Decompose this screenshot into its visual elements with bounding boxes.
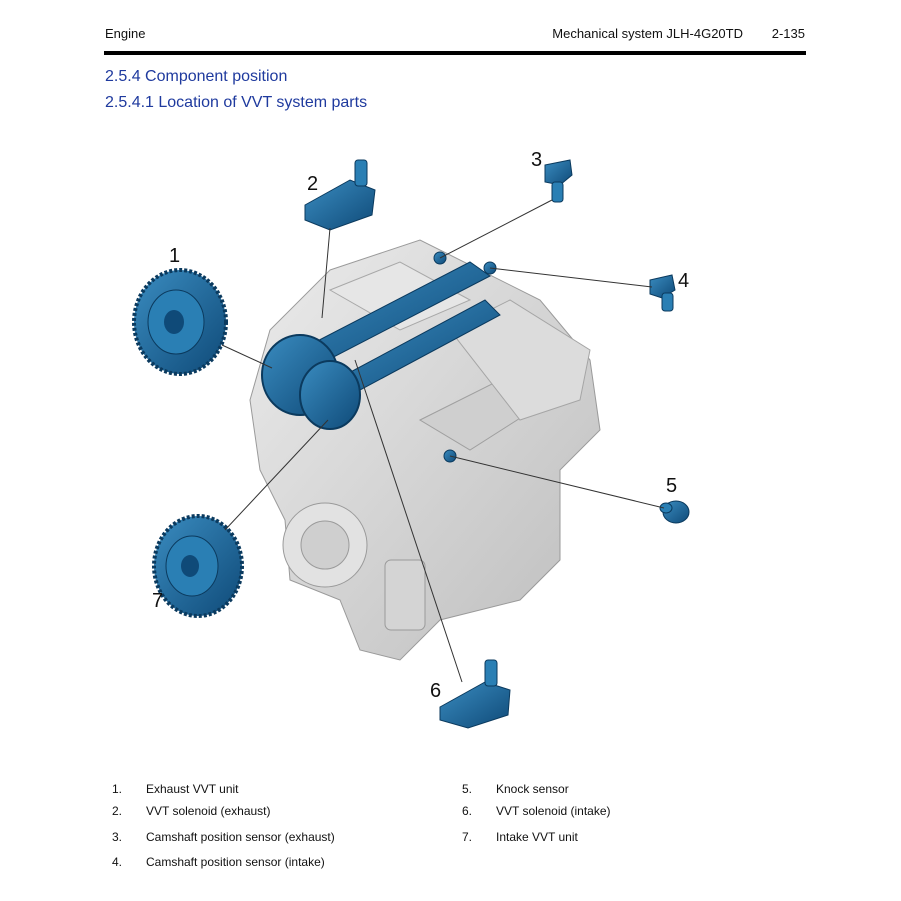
legend-number: 7. [462,830,473,844]
legend-label: Exhaust VVT unit [146,782,239,796]
camshaft-sensor-intake-part [650,275,675,311]
callout-5: 5 [666,475,678,497]
callout-6: 6 [430,680,442,702]
camshaft-sensor-exhaust-part [545,160,572,202]
vvt-solenoid-exhaust-part [305,160,375,230]
legend-number: 1. [112,782,123,796]
header-section-name: Engine [105,26,146,41]
legend-number: 5. [462,782,473,796]
exhaust-vvt-unit-part [134,270,226,374]
callout-4: 4 [678,270,690,292]
vvt-solenoid-intake-part [440,660,510,728]
legend-label: VVT solenoid (exhaust) [146,804,271,818]
legend-label: Camshaft position sensor (exhaust) [146,830,335,844]
section-subheading: 2.5.4.1 Location of VVT system parts [105,94,368,111]
intake-vvt-unit-part [154,516,242,616]
legend-label: Camshaft position sensor (intake) [146,855,325,869]
legend-number: 2. [112,804,123,818]
callout-2: 2 [307,173,319,195]
legend-label: Intake VVT unit [496,830,578,844]
knock-sensor-part [660,501,689,523]
legend-number: 4. [112,855,123,869]
callout-7: 7 [152,590,164,612]
section-heading: 2.5.4 Component position [105,68,288,85]
callout-1: 1 [169,245,181,267]
legend-number: 6. [462,804,473,818]
header-page-number: 2-135 [771,26,805,41]
header-title: Mechanical system JLH-4G20TD [552,26,743,41]
legend-label: Knock sensor [496,782,569,796]
legend-label: VVT solenoid (intake) [496,804,611,818]
legend-number: 3. [112,830,123,844]
callout-3: 3 [531,149,543,171]
